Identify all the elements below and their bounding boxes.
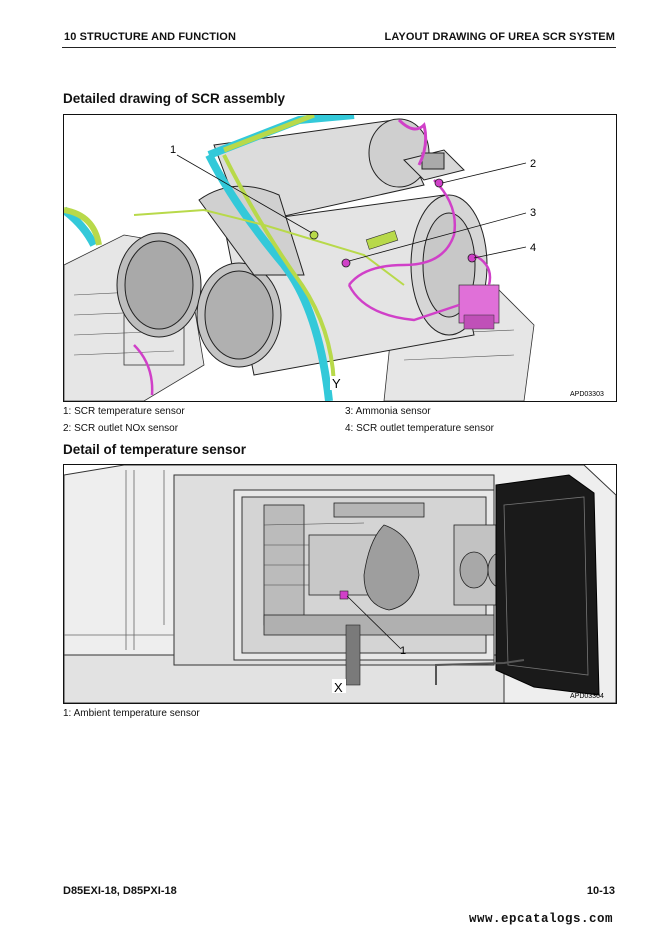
callout-4: 4 — [530, 242, 537, 254]
temperature-sensor-drawing — [64, 465, 616, 703]
callout-3: 3 — [530, 207, 537, 219]
section-title-temperature-sensor: Detail of temperature sensor — [63, 442, 247, 457]
callout-1-ambient: 1 — [400, 645, 407, 657]
footer-url-link[interactable]: www.epcatalogs.com — [468, 912, 613, 926]
view-mark-y: Y — [332, 376, 341, 391]
footer-page-number: 10-13 — [586, 885, 615, 897]
section-title-scr-assembly: Detailed drawing of SCR assembly — [63, 91, 286, 106]
figure-temperature-sensor — [63, 464, 617, 704]
figure-scr-assembly — [63, 114, 617, 402]
figure-code-apd03304: APD03304 — [570, 693, 604, 700]
view-mark-x: X — [334, 680, 343, 695]
callout-1: 1 — [170, 144, 177, 156]
header-rule — [62, 47, 616, 48]
legend-item-3: 3: Ammonia sensor — [345, 406, 431, 417]
header-section-title: 10 STRUCTURE AND FUNCTION — [64, 31, 236, 43]
legend-item-ambient: 1: Ambient temperature sensor — [63, 708, 200, 719]
header-page-title: LAYOUT DRAWING OF UREA SCR SYSTEM — [384, 31, 615, 43]
footer-model: D85EXI-18, D85PXI-18 — [63, 885, 177, 897]
legend-item-4: 4: SCR outlet temperature sensor — [345, 423, 494, 434]
callout-2: 2 — [530, 158, 537, 170]
legend-item-2: 2: SCR outlet NOx sensor — [63, 423, 179, 434]
figure-code-apd03303: APD03303 — [570, 391, 604, 398]
scr-assembly-drawing — [64, 115, 616, 401]
legend-item-1: 1: SCR temperature sensor — [63, 406, 185, 417]
